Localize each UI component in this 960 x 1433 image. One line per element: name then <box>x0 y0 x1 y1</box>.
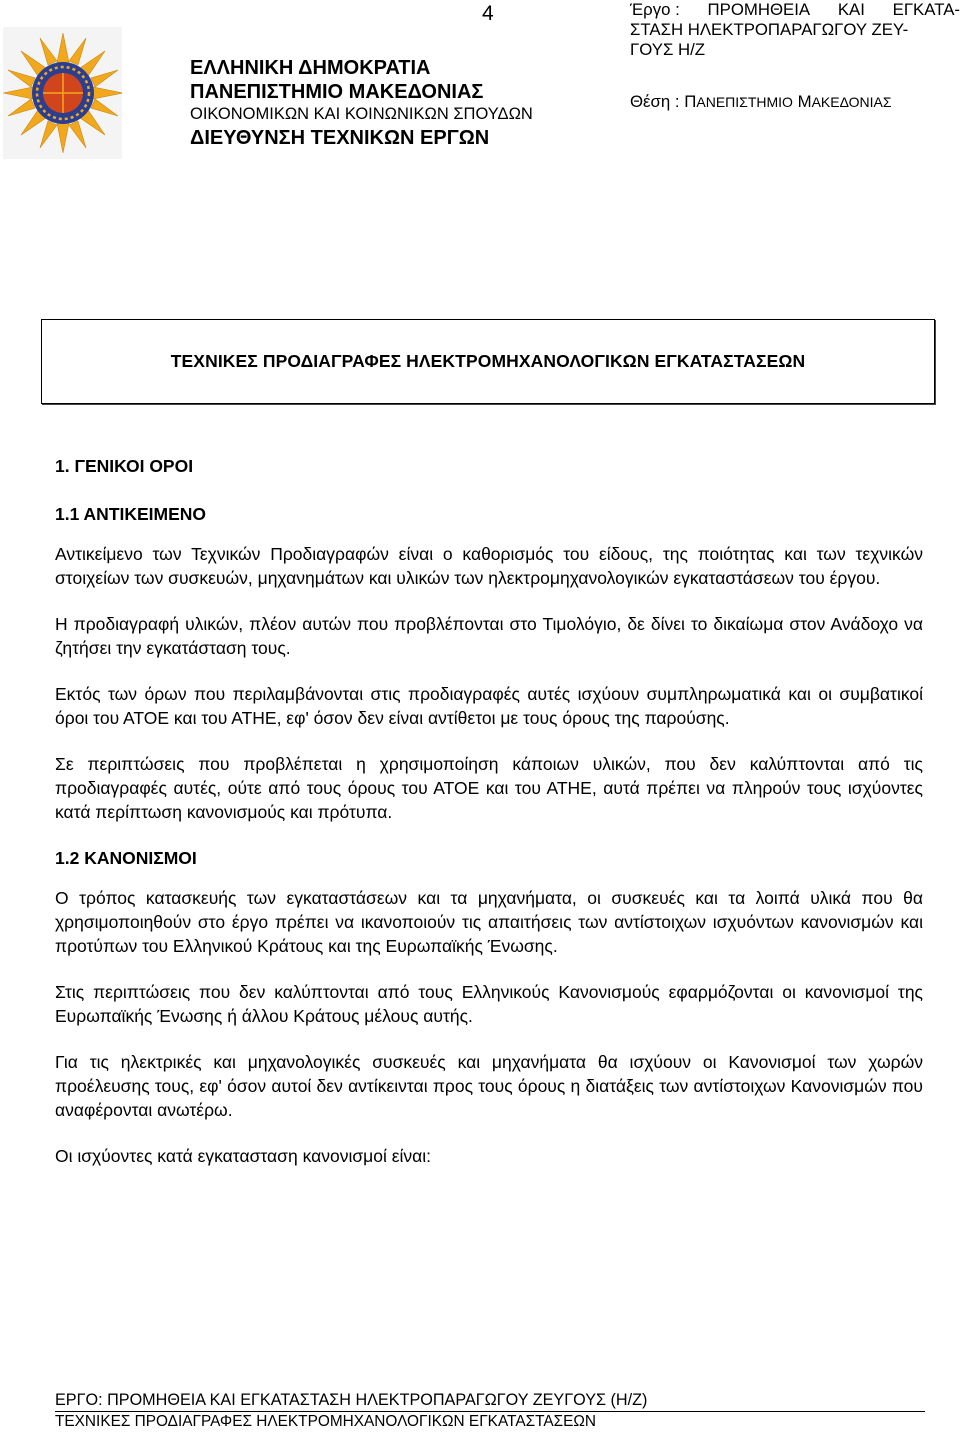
institution-header <box>190 56 610 150</box>
paragraph-supplementary-terms: Εκτός των όρων που περιλαμβάνονται στις προδιαγραφές αυτές ισχύουν συμπληρωματικά και οι συμβατικοί όροι του ΑΤΟΕ και του ΑΤΗΕ, εφ' όσον δεν είναι αντίθετοι με τους όρους της παρούσης. <box>55 684 923 728</box>
project-word-3: ΕΓΚΑΤΑ- <box>892 0 960 19</box>
paragraph-materials-spec: Η προδιαγραφή υλικών, πλέον αυτών που προβλέπονται στο Τιμολόγιο, δε δίνει το δικαίωμα στον Ανάδοχο να ζητήσει την εγκατάσταση τους. <box>55 614 923 658</box>
footer-project-line: ΕΡΓΟ: ΠΡΟΜΗΘΕΙΑ ΚΑΙ ΕΓΚΑΤΑΣΤΑΣΗ ΗΛΕΚΤΡΟΠΑΡΑΓΩΓΟΥ ΖΕΥΓΟΥΣ (Η/Ζ) <box>55 1391 648 1409</box>
position-line <box>630 92 960 112</box>
section-heading-subject: 1.1 ΑΝΤΙΚΕΙΜΕΝΟ <box>55 504 207 524</box>
school-line: ΟΙΚΟΝΟΜΙΚΩΝ ΚΑΙ ΚΟΙΝΩΝΙΚΩΝ ΣΠΟΥΔΩΝ <box>190 105 533 123</box>
position-label: Θέση <box>630 92 671 111</box>
document-body <box>55 454 923 1190</box>
position-value-rest-2: ΑΚΕΔΟΝΙΑΣ <box>811 94 892 110</box>
position-colon: : <box>674 92 680 111</box>
paragraph-subject-definition: Αντικείμενο των Τεχνικών Προδιαγραφών είναι ο καθορισμός του είδους, της ποιότητας και των τεχνικών στοιχείων των συσκευών, μηχανημάτων και υλικών των ηλεκτρομηχανολογικών εγκαταστάσεων του έργου. <box>55 544 923 588</box>
document-title-box <box>41 319 935 404</box>
section-heading-general: 1. ΓΕΝΙΚΟΙ ΟΡΟΙ <box>55 456 194 476</box>
paragraph-origin-regulations: Για τις ηλεκτρικές και μηχανολογικές συσκευές και μηχανήματα θα ισχύουν οι Κανονισμοί των χωρών προέλευσης τους, εφ' όσον αυτοί δεν αντίκεινται προς τους όρους η διατάξεις των αντίστοιχων Κανονισμών που αναφέρονται ανωτέρω. <box>55 1052 923 1120</box>
department-line: ΔΙΕΥΘΥΝΣΗ ΤΕΧΝΙΚΩΝ ΕΡΓΩΝ <box>190 127 490 149</box>
paragraph-eu-regulations: Στις περιπτώσεις που δεν καλύπτονται από τους Ελληνικούς Κανονισμούς εφαρμόζονται οι κανονισμοί της Ευρωπαϊκής Ένωσης ή άλλου Κράτους μέλους αυτής. <box>55 982 923 1026</box>
project-info <box>630 0 960 112</box>
paragraph-construction-method: Ο τρόπος κατασκευής των εγκαταστάσεων και τα μηχανήματα, οι συσκευές και τα λοιπά υλικά που θα χρησιμοποιηθούν στο έργο πρέπει να ικανοποιούν τις απαιτήσεις των αντίστοιχων ισχυόντων κανονισμών και προτύπων του Ελληνικού Κράτους και της Ευρωπαϊκής Ένωσης. <box>55 888 923 956</box>
document-title: ΤΕΧΝΙΚΕΣ ΠΡΟΔΙΑΓΡΑΦΕΣ ΗΛΕΚΤΡΟΜΗΧΑΝΟΛΟΓΙΚΩΝ ΕΓΚΑΤΑΣΤΑΣΕΩΝ <box>170 351 806 371</box>
project-word-1: ΠΡΟΜΗΘΕΙΑ <box>707 0 811 19</box>
project-line-1 <box>630 0 960 20</box>
project-word-2: ΚΑΙ <box>837 0 865 19</box>
position-value-initial: Π <box>684 92 697 111</box>
university-line: ΠΑΝΕΠΙΣΤΗΜΙΟ ΜΑΚΕΔΟΝΙΑΣ <box>190 81 484 103</box>
paragraph-applicable-regulations: Οι ισχύοντες κατά εγκατασταση κανονισμοί είναι: <box>55 1146 432 1166</box>
project-line-2: ΣΤΑΣΗ ΗΛΕΚΤΡΟΠΑΡΑΓΩΓΟΥ ΖΕΥ- <box>630 20 909 39</box>
page-number: 4 <box>482 2 494 25</box>
section-heading-regulations: 1.2 ΚΑΝΟΝΙΣΜΟΙ <box>55 848 197 868</box>
project-label-text: Έργο <box>630 0 671 19</box>
page-footer <box>55 1390 925 1432</box>
paragraph-uncovered-materials: Σε περιπτώσεις που προβλέπεται η χρησιμοποίηση κάποιων υλικών, που δεν καλύπτονται από τις προδιαγραφές αυτές, ούτε από τους όρους του ΑΤΟΕ και του ΑΤΗΕ, αυτά πρέπει να πληρούν τους ισχύοντες κατά περίπτωση κανονισμούς και πρότυπα. <box>55 754 923 822</box>
sun-emblem-icon <box>3 27 122 159</box>
position-value-initial-2: Μ <box>797 92 812 111</box>
footer-title-line: ΤΕΧΝΙΚΕΣ ΠΡΟΔΙΑΓΡΑΦΕΣ ΗΛΕΚΤΡΟΜΗΧΑΝΟΛΟΓΙΚΩΝ ΕΓΚΑΤΑΣΤΑΣΕΩΝ <box>55 1413 597 1430</box>
republic-line: ΕΛΛΗΝΙΚΗ ΔΗΜΟΚΡΑΤΙΑ <box>190 57 431 79</box>
position-value-rest: ΑΝΕΠΙΣΤΗΜΙΟ <box>696 94 793 110</box>
university-logo <box>3 27 122 159</box>
project-label <box>630 0 680 20</box>
project-line-3: ΓΟΥΣ Η/Ζ <box>630 40 706 59</box>
project-colon: : <box>675 0 680 19</box>
